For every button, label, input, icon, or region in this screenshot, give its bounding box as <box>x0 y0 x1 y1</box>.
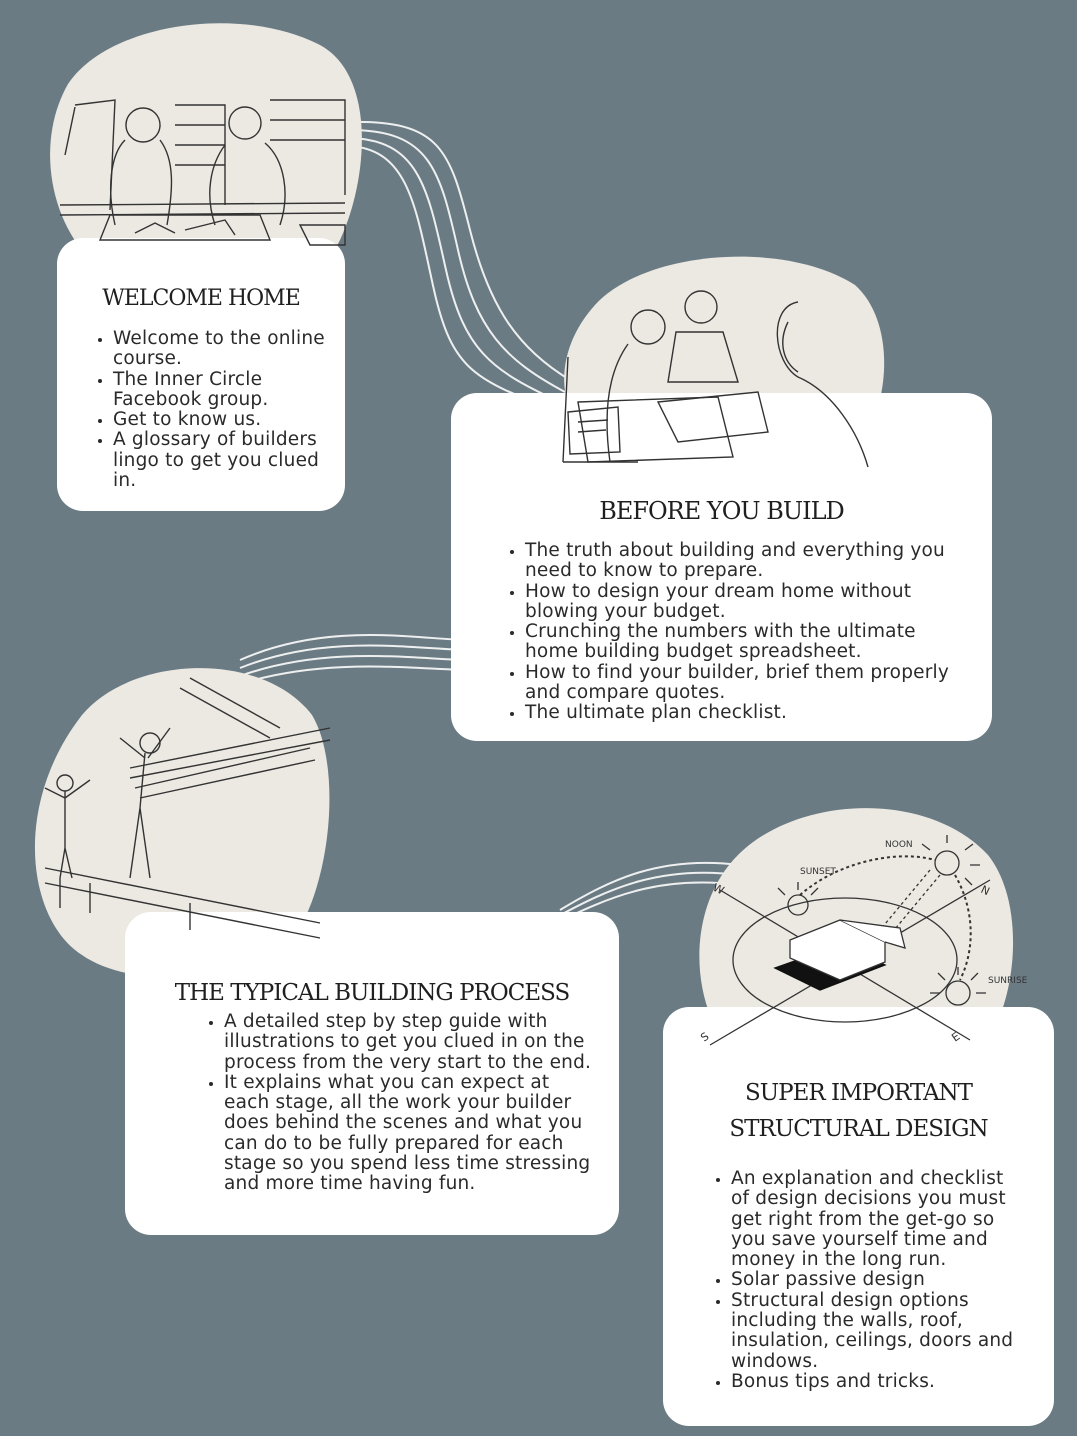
section-list <box>57 329 345 491</box>
list-item: • The ultimate plan checklist. <box>525 703 952 723</box>
section-title: WELCOME HOME <box>102 286 300 311</box>
list-item: • How to find your builder, brief them properly and compare quotes. <box>525 663 952 704</box>
compass-e-label: E <box>949 1029 963 1045</box>
section-list <box>451 541 992 724</box>
list-item: • Get to know us. <box>113 410 333 430</box>
list-item: • A glossary of builders lingo to get you clued in. <box>113 430 333 491</box>
sunset-label: SUNSET <box>800 867 836 877</box>
compass-s-label: S <box>698 1029 712 1045</box>
list-item: • The Inner Circle Facebook group. <box>113 370 333 411</box>
sunrise-label: SUNRISE <box>988 976 1028 986</box>
list-item: • The truth about building and everything you need to know to prepare. <box>525 541 952 582</box>
people-reviewing-plans-icon <box>558 282 878 472</box>
section-list <box>663 1169 1054 1392</box>
list-item: • Structural design options including the walls, roof, insulation, ceilings, doors and windows. <box>731 1291 1024 1372</box>
list-item: • Welcome to the online course. <box>113 329 333 370</box>
list-item: • An explanation and checklist of design decisions you must get right from the get-go so you save yourself time and money in the long run. <box>731 1169 1024 1270</box>
section-title: BEFORE YOU BUILD <box>599 497 844 525</box>
noon-label: NOON <box>885 840 913 850</box>
section-card-typical-building-process <box>125 912 619 1235</box>
section-card-structural-design <box>663 1007 1054 1426</box>
solar-orientation-diagram-icon <box>690 830 1035 1060</box>
list-item: • Crunching the numbers with the ultimate home building budget spreadsheet. <box>525 622 952 663</box>
builders-on-scaffold-icon <box>40 668 335 943</box>
section-title-line2: STRUCTURAL DESIGN <box>729 1116 988 1142</box>
section-title: THE TYPICAL BUILDING PROCESS <box>174 980 570 1006</box>
compass-w-label: W <box>710 880 727 898</box>
list-item: • Bonus tips and tricks. <box>731 1372 1024 1392</box>
people-planning-at-desk-icon <box>55 95 350 255</box>
compass-n-label: N <box>978 882 992 899</box>
section-title: SUPER IMPORTANT <box>744 1080 973 1106</box>
list-item: • How to design your dream home without blowing your budget. <box>525 582 952 623</box>
list-item: • A detailed step by step guide with illustrations to get you clued in on the process from the very start to the end. <box>224 1012 599 1073</box>
section-list <box>125 1012 619 1195</box>
section-card-welcome-home <box>57 238 345 511</box>
list-item: • Solar passive design <box>731 1270 1024 1290</box>
list-item: • It explains what you can expect at each stage, all the work your builder does behind the scenes and what you can do to be fully prepared for each stage so you spend less time stressing and more time having fun. <box>224 1073 599 1195</box>
